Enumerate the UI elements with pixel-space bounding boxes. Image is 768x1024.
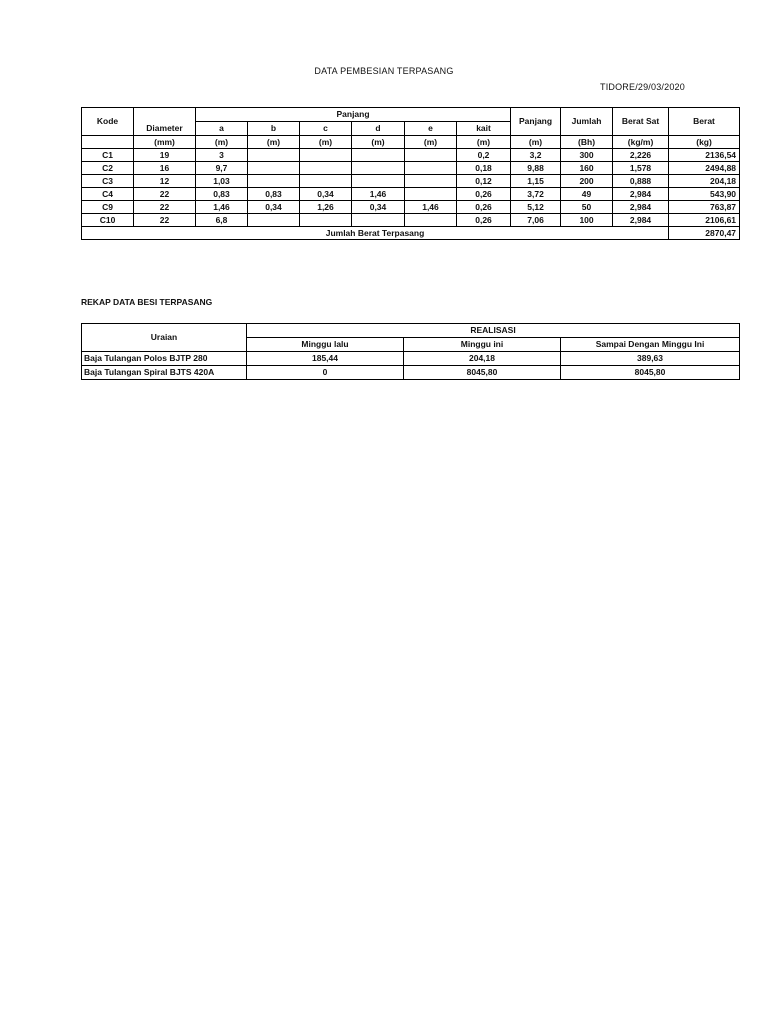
table-row	[82, 175, 740, 188]
cell-b	[248, 149, 300, 162]
unit-e: (m)	[405, 136, 457, 149]
header-diameter: Diameter	[134, 108, 196, 136]
cell-a: 3	[196, 149, 248, 162]
cell-panjang: 3,2	[511, 149, 561, 162]
cell-jumlah: 160	[561, 162, 613, 175]
cell-berat-sat: 2,226	[613, 149, 669, 162]
rekap-header-realisasi: REALISASI	[247, 324, 740, 338]
cell-b	[248, 162, 300, 175]
cell-kode: C3	[82, 175, 134, 188]
cell-a: 6,8	[196, 214, 248, 227]
rekap-cell-uraian: Baja Tulangan Polos BJTP 280	[82, 352, 247, 366]
rekap-cell-minggu-ini: 204,18	[404, 352, 561, 366]
cell-d	[352, 162, 405, 175]
cell-diameter: 22	[134, 188, 196, 201]
cell-kait: 0,2	[457, 149, 511, 162]
cell-berat: 763,87	[669, 201, 740, 214]
rekap-row	[82, 352, 740, 366]
cell-e	[405, 162, 457, 175]
rekap-cell-minggu-lalu: 0	[247, 366, 404, 380]
cell-panjang: 5,12	[511, 201, 561, 214]
header-panjang-group: Panjang	[196, 108, 511, 122]
cell-berat: 2494,88	[669, 162, 740, 175]
rekap-header-sampai: Sampai Dengan Minggu Ini	[561, 338, 740, 352]
cell-kait: 0,18	[457, 162, 511, 175]
header-berat-sat: Berat Sat	[613, 108, 669, 136]
cell-jumlah: 49	[561, 188, 613, 201]
total-row	[82, 227, 740, 240]
cell-berat-sat: 2,984	[613, 188, 669, 201]
cell-a: 9,7	[196, 162, 248, 175]
rekap-cell-sampai: 8045,80	[561, 366, 740, 380]
table-row	[82, 162, 740, 175]
table-row	[82, 201, 740, 214]
cell-berat: 2136,54	[669, 149, 740, 162]
table-row	[82, 214, 740, 227]
total-label: Jumlah Berat Terpasang	[82, 227, 669, 240]
unit-berat-sat: (kg/m)	[613, 136, 669, 149]
cell-e	[405, 175, 457, 188]
unit-jumlah: (Bh)	[561, 136, 613, 149]
cell-c	[300, 162, 352, 175]
cell-d	[352, 214, 405, 227]
unit-d: (m)	[352, 136, 405, 149]
cell-kode: C2	[82, 162, 134, 175]
cell-diameter: 16	[134, 162, 196, 175]
rekap-cell-minggu-lalu: 185,44	[247, 352, 404, 366]
cell-d	[352, 175, 405, 188]
location-date: TIDORE/29/03/2020	[600, 82, 685, 92]
rekap-table	[81, 323, 740, 380]
header-d: d	[352, 122, 405, 136]
table-row	[82, 188, 740, 201]
cell-c	[300, 214, 352, 227]
cell-kait: 0,12	[457, 175, 511, 188]
rekap-title: REKAP DATA BESI TERPASANG	[81, 297, 213, 307]
header-e: e	[405, 122, 457, 136]
cell-c	[300, 175, 352, 188]
cell-jumlah: 200	[561, 175, 613, 188]
cell-b	[248, 175, 300, 188]
unit-kait: (m)	[457, 136, 511, 149]
unit-berat: (kg)	[669, 136, 740, 149]
cell-kode: C1	[82, 149, 134, 162]
header-kait: kait	[457, 122, 511, 136]
unit-kode	[82, 136, 134, 149]
units-row	[82, 136, 740, 149]
header-a: a	[196, 122, 248, 136]
cell-jumlah: 300	[561, 149, 613, 162]
cell-berat-sat: 2,984	[613, 201, 669, 214]
unit-diameter: (mm)	[134, 136, 196, 149]
cell-jumlah: 100	[561, 214, 613, 227]
cell-d: 0,34	[352, 201, 405, 214]
cell-berat-sat: 2,984	[613, 214, 669, 227]
cell-kode: C9	[82, 201, 134, 214]
cell-panjang: 7,06	[511, 214, 561, 227]
header-kode: Kode	[82, 108, 134, 136]
cell-d	[352, 149, 405, 162]
rekap-cell-sampai: 389,63	[561, 352, 740, 366]
rekap-header-uraian: Uraian	[82, 324, 247, 352]
cell-panjang: 1,15	[511, 175, 561, 188]
cell-panjang: 9,88	[511, 162, 561, 175]
cell-diameter: 19	[134, 149, 196, 162]
unit-a: (m)	[196, 136, 248, 149]
cell-e	[405, 188, 457, 201]
rekap-cell-uraian: Baja Tulangan Spiral BJTS 420A	[82, 366, 247, 380]
cell-b: 0,83	[248, 188, 300, 201]
rekap-header-minggu-ini: Minggu ini	[404, 338, 561, 352]
header-berat: Berat	[669, 108, 740, 136]
cell-d: 1,46	[352, 188, 405, 201]
total-value: 2870,47	[669, 227, 740, 240]
cell-diameter: 22	[134, 201, 196, 214]
unit-panjang: (m)	[511, 136, 561, 149]
cell-kode: C10	[82, 214, 134, 227]
rekap-header-minggu-lalu: Minggu lalu	[247, 338, 404, 352]
header-b: b	[248, 122, 300, 136]
cell-a: 1,03	[196, 175, 248, 188]
cell-c: 0,34	[300, 188, 352, 201]
cell-e	[405, 214, 457, 227]
cell-berat: 543,90	[669, 188, 740, 201]
header-jumlah: Jumlah	[561, 108, 613, 136]
table-row	[82, 149, 740, 162]
unit-b: (m)	[248, 136, 300, 149]
cell-panjang: 3,72	[511, 188, 561, 201]
cell-e: 1,46	[405, 201, 457, 214]
cell-c: 1,26	[300, 201, 352, 214]
cell-jumlah: 50	[561, 201, 613, 214]
rekap-row	[82, 366, 740, 380]
cell-kait: 0,26	[457, 214, 511, 227]
cell-berat-sat: 0,888	[613, 175, 669, 188]
cell-e	[405, 149, 457, 162]
header-c: c	[300, 122, 352, 136]
cell-a: 0,83	[196, 188, 248, 201]
unit-c: (m)	[300, 136, 352, 149]
cell-diameter: 22	[134, 214, 196, 227]
cell-b	[248, 214, 300, 227]
cell-kait: 0,26	[457, 201, 511, 214]
cell-berat: 2106,61	[669, 214, 740, 227]
cell-kode: C4	[82, 188, 134, 201]
cell-a: 1,46	[196, 201, 248, 214]
rekap-cell-minggu-ini: 8045,80	[404, 366, 561, 380]
cell-kait: 0,26	[457, 188, 511, 201]
pembesian-table	[81, 107, 740, 240]
cell-b: 0,34	[248, 201, 300, 214]
cell-diameter: 12	[134, 175, 196, 188]
document-title: DATA PEMBESIAN TERPASANG	[314, 66, 454, 76]
cell-berat-sat: 1,578	[613, 162, 669, 175]
cell-c	[300, 149, 352, 162]
cell-berat: 204,18	[669, 175, 740, 188]
header-panjang: Panjang	[511, 108, 561, 136]
